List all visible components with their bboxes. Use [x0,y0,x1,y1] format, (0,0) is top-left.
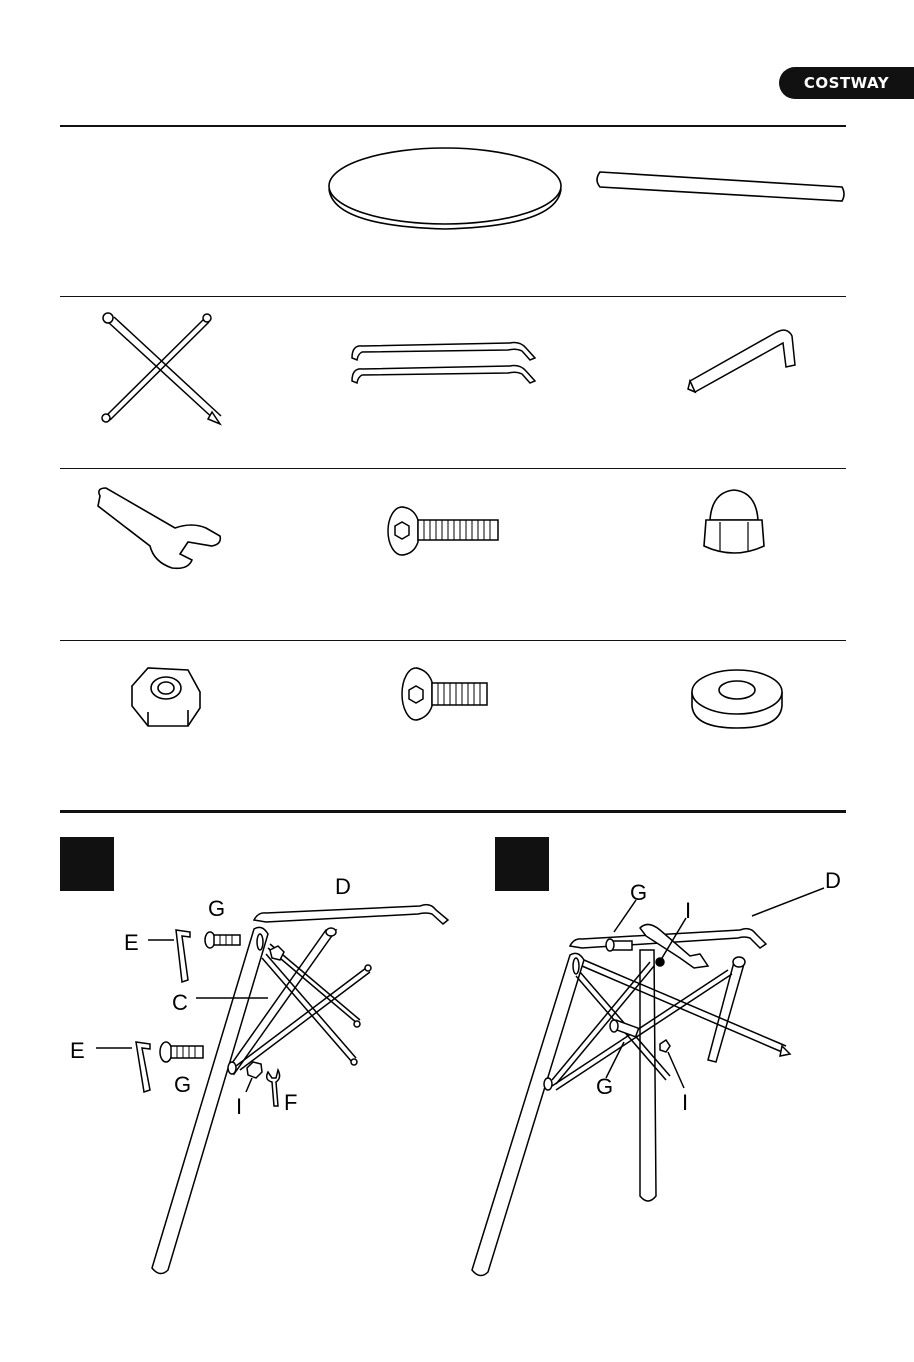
callout-e: E [124,930,139,955]
callout-g: G [630,880,648,905]
callout-i: I [685,898,692,923]
callout-g: G [174,1072,192,1097]
callout-i: I [682,1090,689,1115]
callout-d: D [825,868,841,893]
callout-g: G [596,1074,614,1099]
callout-d: D [335,874,351,899]
callout-c: C [172,990,188,1015]
brand-logo: COSTWAY [779,67,914,99]
callout-g: G [208,896,226,921]
callout-f: F [284,1090,298,1115]
callout-i: I [236,1094,243,1119]
callout-e: E [70,1038,85,1063]
